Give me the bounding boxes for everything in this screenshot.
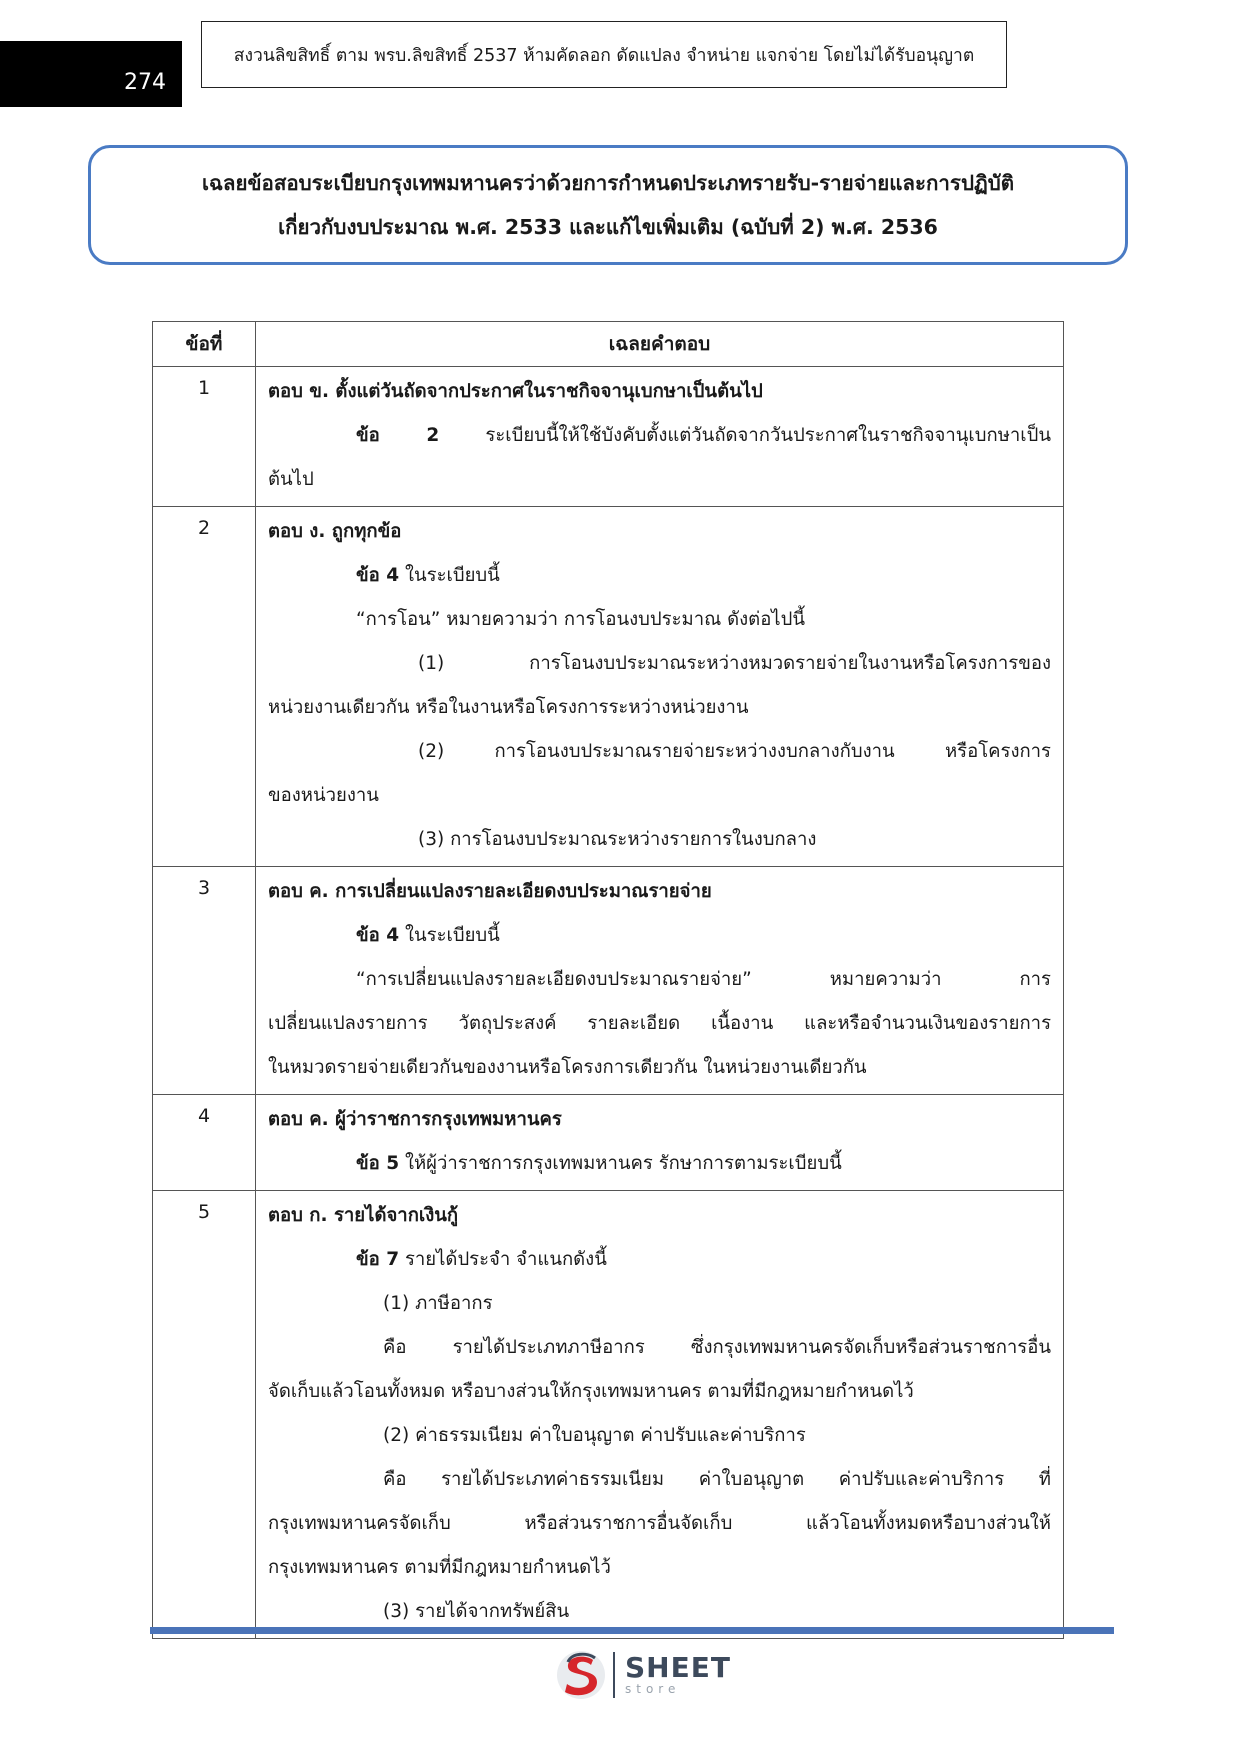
table-row xyxy=(153,367,1064,507)
title-line-2: เกี่ยวกับงบประมาณ พ.ศ. 2533 และแก้ไขเพิ่มเติม (ฉบับที่ 2) พ.ศ. 2536 xyxy=(278,215,938,239)
sheet-store-logo xyxy=(555,1645,735,1705)
answer-heading: ตอบ ค. การเปลี่ยนแปลงรายละเอียดงบประมาณรายจ่าย xyxy=(268,881,712,902)
explanation-line: (2) ค่าธรรมเนียม ค่าใบอนุญาต ค่าปรับและค่าบริการ xyxy=(383,1425,806,1446)
explanation-line: ข้อ 4 ในระเบียบนี้ xyxy=(356,565,500,586)
copyright-text: สงวนลิขสิทธิ์ ตาม พรบ.ลิขสิทธิ์ 2537 ห้ามคัดลอก ดัดแปลง จำหน่าย แจกจ่าย โดยไม่ได้รับอนุญาต xyxy=(233,45,975,66)
logo-s-icon xyxy=(555,1648,607,1702)
page-title-box xyxy=(88,145,1128,265)
table-row xyxy=(153,1095,1064,1191)
explanation-line: “การเปลี่ยนแปลงรายละเอียดงบประมาณรายจ่าย” หมายความว่า การ xyxy=(356,969,1051,990)
explanation-line: ข้อ 2 ระเบียบนี้ให้ใช้บังคับตั้งแต่วันถัดจากวันประกาศในราชกิจจานุเบกษาเป็น xyxy=(356,425,1051,446)
explanation-line: จัดเก็บแล้วโอนทั้งหมด หรือบางส่วนให้กรุงเทพมหานคร ตามที่มีกฎหมายกำหนดไว้ xyxy=(268,1381,914,1402)
row-number: 5 xyxy=(153,1191,256,1639)
explanation-line: คือ รายได้ประเภทภาษีอากร ซึ่งกรุงเทพมหานครจัดเก็บหรือส่วนราชการอื่น xyxy=(383,1337,1051,1358)
column-header-number: ข้อที่ xyxy=(153,322,256,367)
copyright-notice xyxy=(201,21,1007,88)
answer-cell xyxy=(256,1191,1064,1639)
footer-divider xyxy=(150,1627,1114,1634)
row-number: 2 xyxy=(153,507,256,867)
explanation-line: กรุงเทพมหานคร ตามที่มีกฎหมายกำหนดไว้ xyxy=(268,1557,611,1578)
row-number: 4 xyxy=(153,1095,256,1191)
column-header-answer: เฉลยคำตอบ xyxy=(256,322,1064,367)
title-line-1: เฉลยข้อสอบระเบียบกรุงเทพมหานครว่าด้วยการกำหนดประเภทรายรับ-รายจ่ายและการปฏิบัติ xyxy=(201,171,1015,195)
answer-heading: ตอบ ง. ถูกทุกข้อ xyxy=(268,521,402,542)
explanation-line: ข้อ 7 รายได้ประจำ จำแนกดังนี้ xyxy=(356,1249,607,1270)
explanation-line: ข้อ 5 ให้ผู้ว่าราชการกรุงเทพมหานคร รักษาการตามระเบียบนี้ xyxy=(356,1153,842,1174)
answer-heading: ตอบ ค. ผู้ว่าราชการกรุงเทพมหานคร xyxy=(268,1109,562,1130)
answer-table xyxy=(152,321,1064,1639)
explanation-line: “การโอน” หมายความว่า การโอนงบประมาณ ดังต่อไปนี้ xyxy=(356,609,805,630)
page-number-block xyxy=(0,41,182,107)
explanation-line: (1) ภาษีอากร xyxy=(383,1293,493,1314)
logo-text-group xyxy=(625,1651,731,1696)
page-number: 274 xyxy=(124,70,166,95)
table-row xyxy=(153,1191,1064,1639)
explanation-line: หน่วยงานเดียวกัน หรือในงานหรือโครงการระหว่างหน่วยงาน xyxy=(268,697,749,718)
answer-cell xyxy=(256,367,1064,507)
logo-text: SHEET xyxy=(625,1651,731,1684)
explanation-line: ต้นไป xyxy=(268,469,314,490)
explanation-line: (3) รายได้จากทรัพย์สิน xyxy=(383,1601,570,1622)
row-number: 1 xyxy=(153,367,256,507)
answer-cell xyxy=(256,1095,1064,1191)
logo-subtext: store xyxy=(625,1682,681,1696)
answer-cell xyxy=(256,507,1064,867)
answer-cell xyxy=(256,867,1064,1095)
explanation-line: เปลี่ยนแปลงรายการ วัตถุประสงค์ รายละเอียด เนื้องาน และหรือจำนวนเงินของรายการ xyxy=(268,1013,1051,1034)
table-header-row xyxy=(153,322,1064,367)
answer-heading: ตอบ ก. รายได้จากเงินกู้ xyxy=(268,1205,459,1226)
logo-divider xyxy=(613,1652,615,1698)
explanation-line: คือ รายได้ประเภทค่าธรรมเนียม ค่าใบอนุญาต ค่าปรับและค่าบริการ ที่ xyxy=(383,1469,1051,1490)
explanation-line: ข้อ 4 ในระเบียบนี้ xyxy=(356,925,500,946)
table-row xyxy=(153,867,1064,1095)
explanation-line: กรุงเทพมหานครจัดเก็บ หรือส่วนราชการอื่นจัดเก็บ แล้วโอนทั้งหมดหรือบางส่วนให้ xyxy=(268,1513,1051,1534)
explanation-line: ของหน่วยงาน xyxy=(268,785,379,806)
explanation-line: (1) การโอนงบประมาณระหว่างหมวดรายจ่ายในงานหรือโครงการของ xyxy=(418,653,1051,674)
explanation-line: (2) การโอนงบประมาณรายจ่ายระหว่างงบกลางกับงาน หรือโครงการ xyxy=(418,741,1051,762)
row-number: 3 xyxy=(153,867,256,1095)
explanation-line: (3) การโอนงบประมาณระหว่างรายการในงบกลาง xyxy=(418,829,817,850)
table-row xyxy=(153,507,1064,867)
explanation-line: ในหมวดรายจ่ายเดียวกันของงานหรือโครงการเดียวกัน ในหน่วยงานเดียวกัน xyxy=(268,1057,867,1078)
answer-heading: ตอบ ข. ตั้งแต่วันถัดจากประกาศในราชกิจจานุเบกษาเป็นต้นไป xyxy=(268,381,763,402)
